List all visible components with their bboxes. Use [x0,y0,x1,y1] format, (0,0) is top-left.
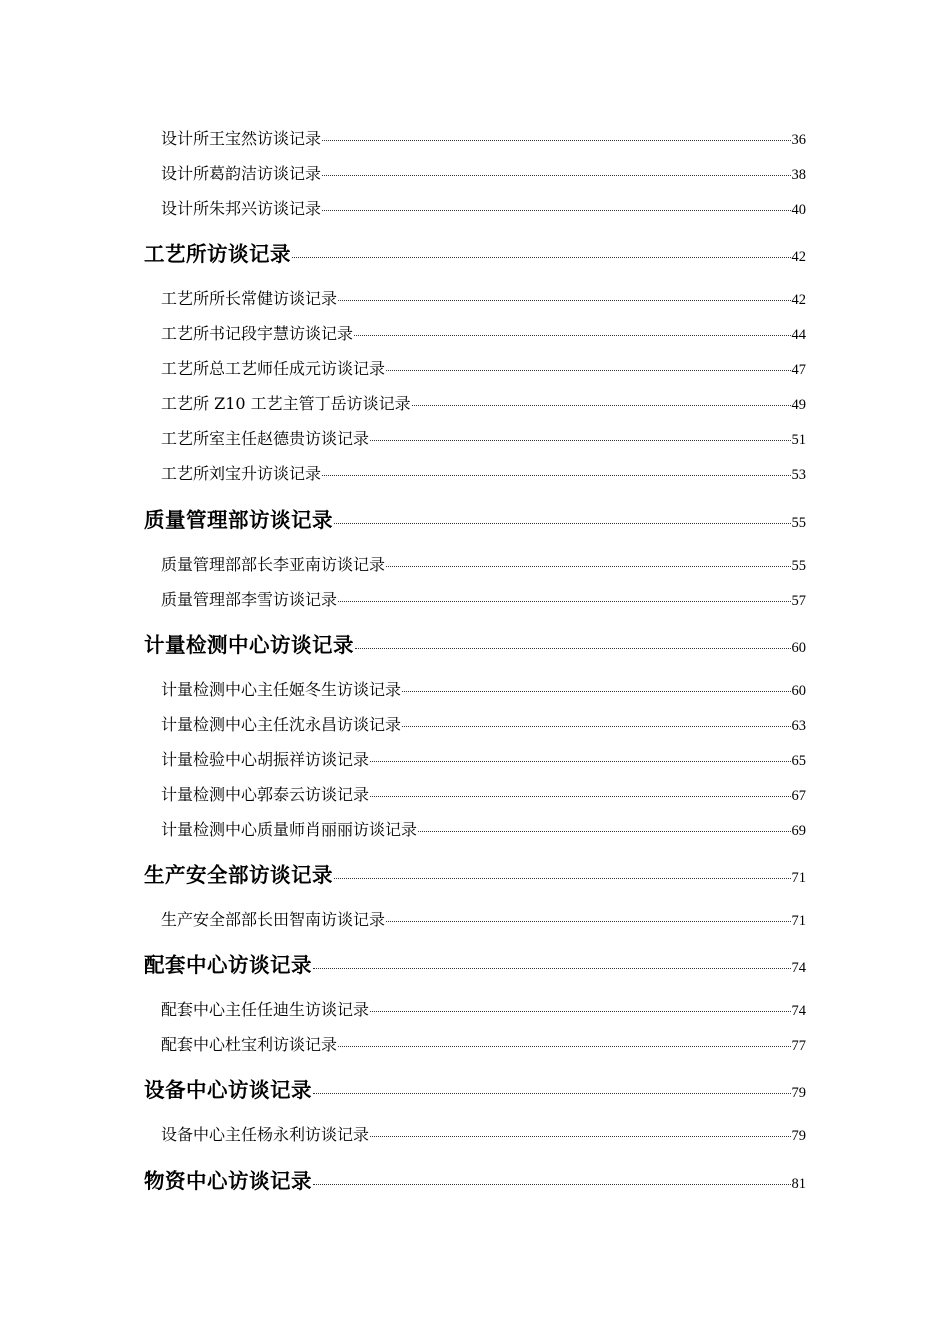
toc-entry[interactable] [161,356,806,378]
toc-entry-page: 69 [791,823,806,839]
toc-entry-title: 质量管理部部长李亚南访谈记录 [161,555,386,574]
toc-entry[interactable] [161,552,806,574]
dot-leader [354,335,790,336]
toc-entry[interactable] [161,161,806,183]
toc-entry[interactable] [161,321,806,343]
toc-entry[interactable] [161,1122,806,1144]
toc-section-title: 工艺所访谈记录 [144,242,291,266]
toc-entry-page: 77 [791,1038,806,1054]
toc-entry[interactable] [161,126,806,148]
toc-section-entry[interactable] [144,1164,806,1192]
toc-entry[interactable] [161,677,806,699]
toc-entry-title: 配套中心主任任迪生访谈记录 [161,1000,370,1019]
toc-entry-title: 质量管理部李雪访谈记录 [161,590,338,609]
dot-leader [313,968,791,969]
toc-entry-title: 工艺所室主任赵德贵访谈记录 [161,429,370,448]
toc-entry-title: 配套中心杜宝利访谈记录 [161,1035,338,1054]
dot-leader [355,648,791,649]
toc-entry[interactable] [161,426,806,448]
dot-leader [292,257,791,258]
toc-entry-page: 71 [791,870,806,886]
toc-entry-page: 49 [791,397,806,413]
dot-leader [386,370,790,371]
toc-entry-page: 74 [791,1003,806,1019]
toc-entry-title: 计量检测中心主任沈永昌访谈记录 [161,715,402,734]
toc-entry-page: 55 [791,558,806,574]
toc-section-title: 生产安全部访谈记录 [144,863,333,887]
toc-entry-page: 55 [791,515,806,531]
toc-entry-title: 工艺所刘宝升访谈记录 [161,464,322,483]
toc-entry-page: 42 [791,292,806,308]
toc-entry-title: 计量检测中心主任姬冬生访谈记录 [161,680,402,699]
toc-entry-title: 设计所王宝然访谈记录 [161,129,322,148]
toc-entry-title: 计量检测中心郭泰云访谈记录 [161,785,370,804]
toc-section-title: 计量检测中心访谈记录 [144,633,354,657]
dot-leader [402,726,790,727]
dot-leader [386,921,790,922]
toc-entry-page: 79 [791,1128,806,1144]
toc-entry-page: 60 [791,683,806,699]
dot-leader [412,405,791,406]
dot-leader [370,1136,790,1137]
toc-entry[interactable] [161,1032,806,1054]
toc-entry[interactable] [161,817,806,839]
toc-entry-page: 40 [791,202,806,218]
dot-leader [313,1093,791,1094]
dot-leader [338,601,790,602]
dot-leader [313,1184,791,1185]
dot-leader [386,566,790,567]
toc-entry-title: 计量检验中心胡振祥访谈记录 [161,750,370,769]
toc-section-title: 物资中心访谈记录 [144,1169,312,1193]
toc-entry[interactable] [161,391,806,413]
dot-leader [322,475,790,476]
dot-leader [370,761,790,762]
toc-entry-page: 36 [791,132,806,148]
toc-entry-page: 47 [791,362,806,378]
toc-entry-title: 工艺所书记段宇慧访谈记录 [161,324,354,343]
toc-section-entry[interactable] [144,948,806,976]
toc-entry[interactable] [161,997,806,1019]
toc-entry-page: 81 [791,1176,806,1192]
toc-entry[interactable] [161,196,806,218]
toc-entry-page: 65 [791,753,806,769]
toc-entry[interactable] [161,587,806,609]
toc-entry-title: 工艺所所长常健访谈记录 [161,289,338,308]
dot-leader [334,878,791,879]
toc-entry-page: 57 [791,593,806,609]
toc-entry[interactable] [161,907,806,929]
toc-section-entry[interactable] [144,503,806,531]
toc-entry-page: 63 [791,718,806,734]
toc-entry-page: 51 [791,432,806,448]
toc-entry-title: 设计所葛韵洁访谈记录 [161,164,322,183]
dot-leader [334,523,791,524]
toc-entry[interactable] [161,782,806,804]
dot-leader [402,691,790,692]
dot-leader [418,831,790,832]
dot-leader [338,1046,790,1047]
dot-leader [322,140,790,141]
dot-leader [370,1011,790,1012]
toc-entry-title: 工艺所总工艺师任成元访谈记录 [161,359,386,378]
toc-entry-page: 53 [791,467,806,483]
toc-entry-page: 42 [791,249,806,265]
toc-section-entry[interactable] [144,237,806,265]
toc-entry-title: 设备中心主任杨永利访谈记录 [161,1125,370,1144]
toc-entry-title: 工艺所 Z10 工艺主管丁岳访谈记录 [161,394,411,413]
toc-entry-title: 设计所朱邦兴访谈记录 [161,199,322,218]
toc-entry-page: 79 [791,1085,806,1101]
dot-leader [322,210,790,211]
toc-section-entry[interactable] [144,858,806,886]
toc-entry[interactable] [161,461,806,483]
dot-leader [370,440,790,441]
toc-section-title: 质量管理部访谈记录 [144,508,333,532]
dot-leader [322,175,790,176]
toc-section-entry[interactable] [144,628,806,656]
toc-entry-page: 44 [791,327,806,343]
toc-entry[interactable] [161,286,806,308]
toc-entry[interactable] [161,747,806,769]
toc-entry-page: 71 [791,913,806,929]
dot-leader [370,796,790,797]
toc-entry-page: 67 [791,788,806,804]
toc-section-title: 设备中心访谈记录 [144,1078,312,1102]
toc-entry-page: 38 [791,167,806,183]
dot-leader [338,300,790,301]
toc-entry-page: 74 [791,960,806,976]
toc-entry-title: 生产安全部部长田智南访谈记录 [161,910,386,929]
toc-entry-page: 60 [791,640,806,656]
toc-section-title: 配套中心访谈记录 [144,953,312,977]
toc-entry[interactable] [161,712,806,734]
toc-section-entry[interactable] [144,1073,806,1101]
toc-entry-title: 计量检测中心质量师肖丽丽访谈记录 [161,820,418,839]
